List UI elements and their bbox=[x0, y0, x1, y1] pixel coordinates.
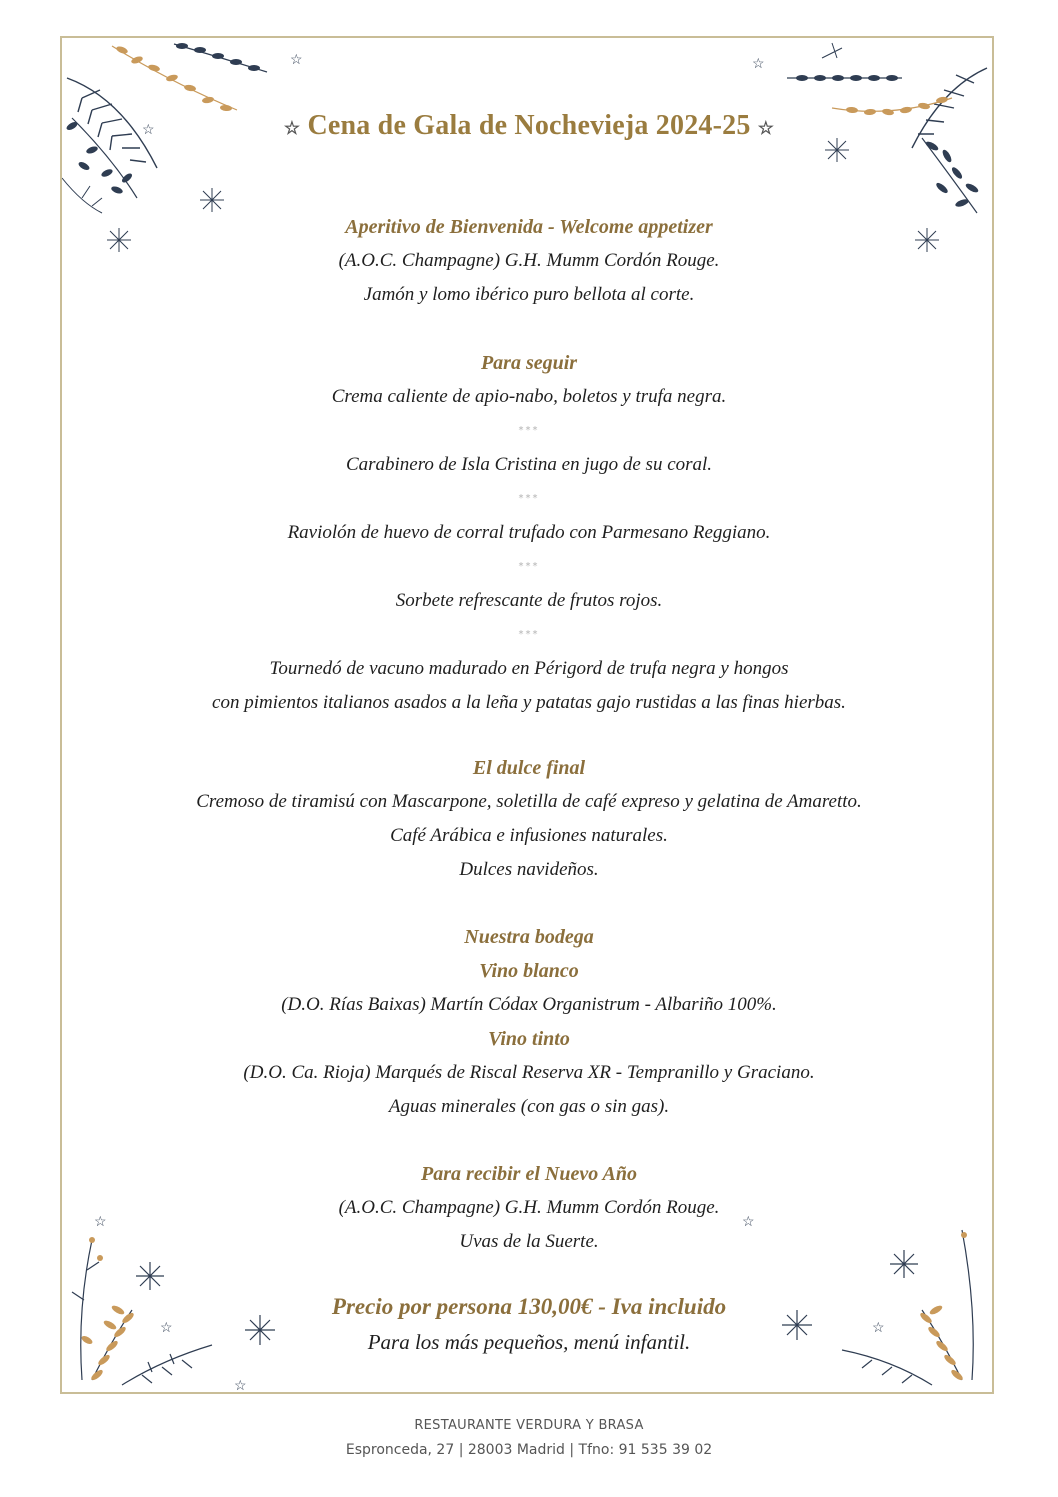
menu-title bbox=[0, 110, 1058, 142]
menu-item: Uvas de la Suerte. bbox=[459, 1231, 599, 1252]
restaurant-name: RESTAURANTE VERDURA Y BRASA bbox=[414, 1418, 644, 1433]
section-heading: Para recibir el Nuevo Año bbox=[421, 1163, 637, 1185]
menu-item: Tournedó de vacuno madurado en Périgord de trufa negra y hongos bbox=[269, 658, 789, 679]
menu-item: Jamón y lomo ibérico puro bellota al corte. bbox=[363, 284, 695, 305]
separator: *** bbox=[518, 425, 540, 436]
menu-item: Carabinero de Isla Cristina en jugo de su coral. bbox=[345, 454, 713, 475]
menu-item: Café Arábica e infusiones naturales. bbox=[390, 825, 668, 846]
kids-menu-note: Para los más pequeños, menú infantil. bbox=[367, 1330, 691, 1354]
menu-item: (A.O.C. Champagne) G.H. Mumm Cordón Rouge. bbox=[338, 250, 720, 271]
menu-item: Raviolón de huevo de corral trufado con Parmesano Reggiano. bbox=[287, 522, 771, 543]
svg-text:☆: ☆ bbox=[872, 1320, 885, 1336]
svg-text:☆: ☆ bbox=[142, 122, 155, 138]
svg-text:☆: ☆ bbox=[234, 1378, 247, 1392]
menu-item: Crema caliente de apio-nabo, boletos y trufa negra. bbox=[331, 386, 727, 407]
separator: *** bbox=[518, 629, 540, 640]
restaurant-address: Espronceda, 27 | 28003 Madrid | Tfno: 91 535 39 02 bbox=[345, 1442, 713, 1458]
section-main bbox=[0, 346, 1058, 720]
menu-item: con pimientos italianos asados a la leña y patatas gajo rustidas a las finas hierbas. bbox=[212, 692, 846, 713]
section-newyear bbox=[0, 1157, 1058, 1259]
separator: *** bbox=[518, 493, 540, 504]
svg-text:☆: ☆ bbox=[290, 52, 303, 68]
menu-item: Cremoso de tiramisú con Mascarpone, soletilla de café expreso y gelatina de Amaretto. bbox=[196, 791, 862, 812]
svg-text:☆: ☆ bbox=[160, 1320, 173, 1336]
title-star-left-icon: ☆ bbox=[283, 118, 301, 138]
section-dessert bbox=[0, 751, 1058, 887]
menu-item: Dulces navideños. bbox=[459, 859, 599, 880]
section-price bbox=[0, 1289, 1058, 1359]
menu-item: Sorbete refrescante de frutos rojos. bbox=[395, 590, 663, 611]
section-heading: Para seguir bbox=[480, 352, 578, 374]
red-wine-item: (D.O. Ca. Rioja) Marqués de Riscal Reserva XR - Tempranillo y Graciano. bbox=[243, 1062, 815, 1083]
white-wine-heading: Vino blanco bbox=[479, 960, 579, 982]
svg-text:☆: ☆ bbox=[94, 1214, 107, 1230]
price-line: Precio por persona 130,00€ - Iva incluido bbox=[331, 1294, 727, 1319]
section-heading: Aperitivo de Bienvenida - Welcome appetizer bbox=[345, 216, 713, 238]
section-wine bbox=[0, 920, 1058, 1124]
separator: *** bbox=[518, 561, 540, 572]
title-text: Cena de Gala de Nochevieja 2024-25 bbox=[307, 110, 751, 141]
white-wine-item: (D.O. Rías Baixas) Martín Códax Organistrum - Albariño 100%. bbox=[281, 994, 777, 1015]
svg-text:☆: ☆ bbox=[752, 56, 765, 72]
svg-text:☆: ☆ bbox=[742, 1214, 755, 1230]
menu-item: (A.O.C. Champagne) G.H. Mumm Cordón Rouge. bbox=[338, 1197, 720, 1218]
section-welcome bbox=[0, 210, 1058, 312]
section-heading: El dulce final bbox=[472, 757, 586, 779]
water-item: Aguas minerales (con gas o sin gas). bbox=[388, 1096, 670, 1117]
section-heading: Nuestra bodega bbox=[464, 926, 594, 948]
title-star-right-icon: ☆ bbox=[757, 118, 775, 138]
red-wine-heading: Vino tinto bbox=[488, 1028, 570, 1050]
